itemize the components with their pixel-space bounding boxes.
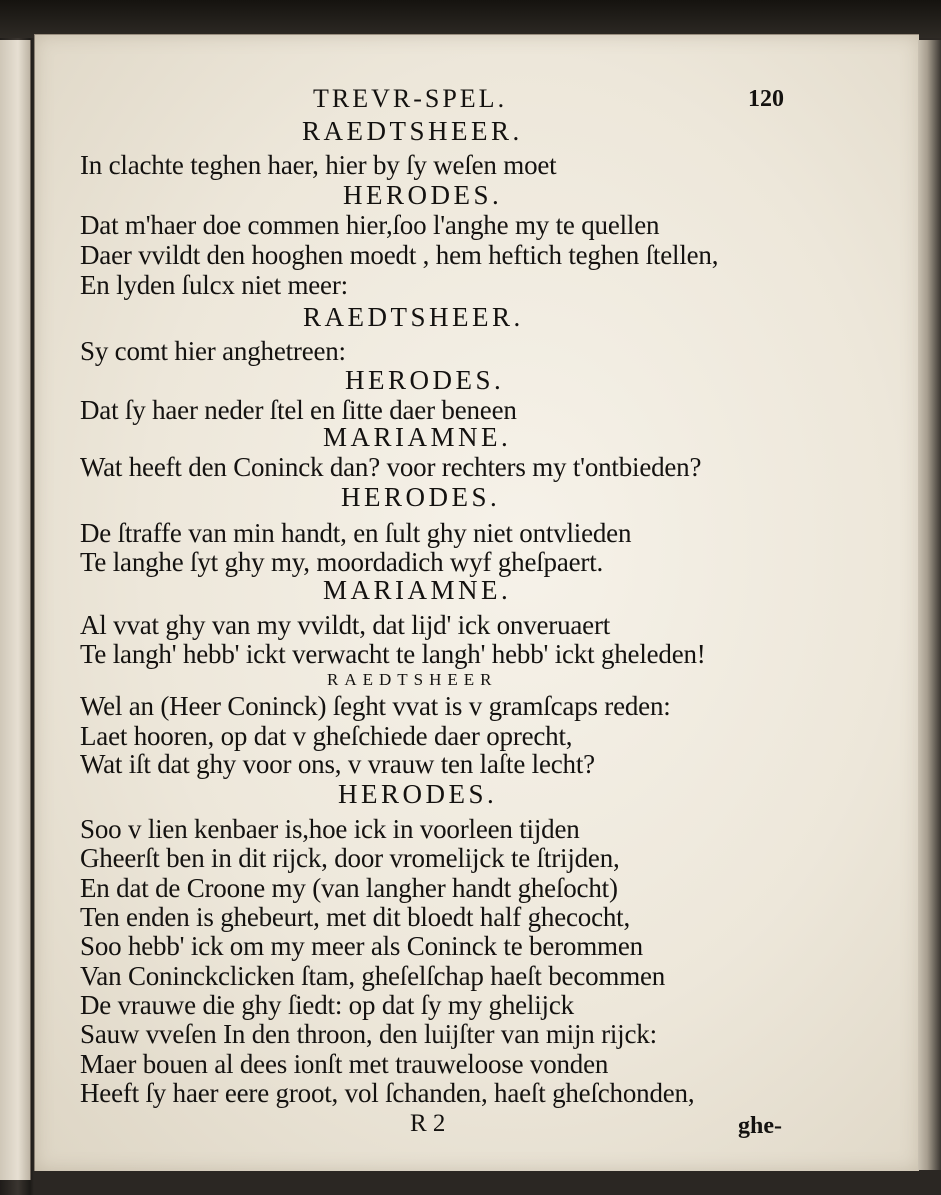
verse-line: Soo v lien kenbaer is,hoe ick in voorleen tijden xyxy=(80,814,580,844)
speaker-heading: MARIAMNE. xyxy=(323,422,512,452)
verse-line: Wat iſt dat ghy voor ons, v vrauw ten laſte lecht? xyxy=(80,749,595,779)
speaker-heading: RAEDTSHEER. xyxy=(303,302,524,332)
verse-line: Maer bouen al dees ionſt met trauweloose vonden xyxy=(80,1049,609,1079)
verse-line: En lyden ſulcx niet meer: xyxy=(80,270,348,300)
verse-line: Te langh' hebb' ickt verwacht te langh' hebb' ickt gheleden! xyxy=(80,639,706,669)
verse-line: Wat heeft den Coninck dan? voor rechters my t'ontbieden? xyxy=(80,452,702,482)
page-number: 120 xyxy=(748,86,784,112)
verse-line: Van Coninckclicken ſtam, gheſelſchap haeſt becommen xyxy=(80,961,666,991)
verse-line: Ten enden is ghebeurt, met dit bloedt half ghecocht, xyxy=(80,902,631,932)
speaker-heading: HERODES. xyxy=(341,482,501,512)
speaker-heading: RAEDTSHEER. xyxy=(302,116,523,146)
verse-line: En dat de Croone my (van langher handt gheſocht) xyxy=(80,873,618,903)
verse-line: Laet hooren, op dat v gheſchiede daer oprecht, xyxy=(80,721,573,751)
catchword: ghe- xyxy=(738,1113,782,1139)
speaker-heading: HERODES. xyxy=(338,779,498,809)
verse-line: Dat ſy haer neder ſtel en ſitte daer beneen xyxy=(80,395,517,425)
verse-line: In clachte teghen haer, hier by ſy weſen moet xyxy=(80,150,557,180)
verse-line: Sauw vveſen In den throon, den luijſter van mijn rijck: xyxy=(80,1019,657,1049)
verse-line: Wel an (Heer Coninck) ſeght vvat is v gramſcaps reden: xyxy=(80,691,671,721)
speaker-heading: HERODES. xyxy=(345,365,505,395)
verse-line: Heeft ſy haer eere groot, vol ſchanden, haeſt gheſchonden, xyxy=(80,1078,695,1108)
running-title: TREVR-SPEL. xyxy=(313,84,508,113)
verse-line: Sy comt hier anghetreen: xyxy=(80,336,346,366)
verse-line: De ſtraffe van min handt, en ſult ghy niet ontvlieden xyxy=(80,518,632,548)
signature-mark: R 2 xyxy=(410,1110,446,1137)
speaker-heading-small: RAEDTSHEER xyxy=(327,670,498,689)
speaker-heading: HERODES. xyxy=(343,180,503,210)
speaker-heading: MARIAMNE. xyxy=(323,575,512,605)
verse-line: Al vvat ghy van my vvildt, dat lijd' ick onveruaert xyxy=(80,610,611,640)
verse-line: Daer vvildt den hooghen moedt , hem heftich teghen ſtellen, xyxy=(80,240,719,270)
verse-line: De vrauwe die ghy ſiedt: op dat ſy my ghelijck xyxy=(80,990,574,1020)
verse-line: Te langhe ſyt ghy my, moordadich wyf gheſpaert. xyxy=(80,547,604,577)
verse-line: Gheerſt ben in dit rijck, door vromelijck te ſtrijden, xyxy=(80,843,620,873)
verse-line: Dat m'haer doe commen hier,ſoo l'anghe my te quellen xyxy=(80,210,660,240)
verse-line: Soo hebb' ick om my meer als Coninck te berommen xyxy=(80,931,643,961)
